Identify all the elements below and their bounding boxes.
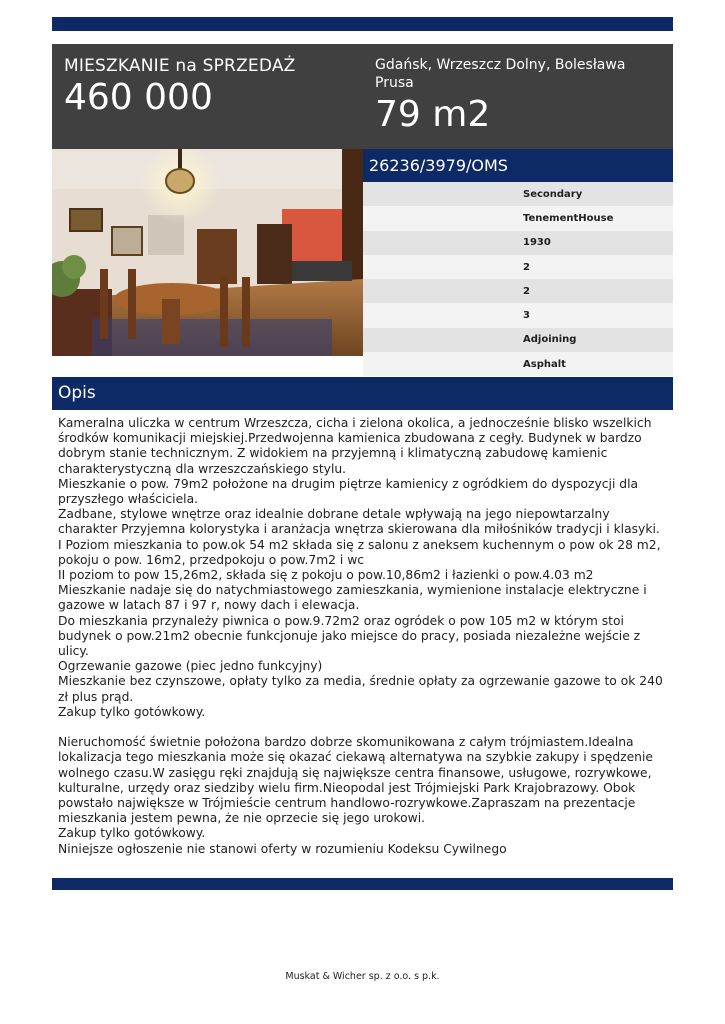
footer-company: Muskat & Wicher sp. z o.o. s p.k. bbox=[285, 971, 440, 982]
listing-area: 79 m2 bbox=[375, 94, 491, 135]
detail-row bbox=[363, 279, 673, 303]
description-paragraph: Zakup tylko gotówkowy. bbox=[58, 826, 206, 841]
listing-header bbox=[52, 44, 673, 149]
description-paragraph: Zadbane, stylowe wnętrze oraz idealnie dobrane detale wpływają na jego niepowtarzalny charakter Przyjemna kolorystyka i aranżacja wnętrza skierowana dla miłośników tradycji i klasyki. bbox=[58, 507, 660, 537]
detail-value: 3 bbox=[523, 310, 530, 322]
detail-row bbox=[363, 328, 673, 352]
paragraph-gap bbox=[58, 720, 670, 735]
description-paragraph: Ogrzewanie gazowe (piec jedno funkcyjny) bbox=[58, 659, 323, 674]
listing-location: Gdańsk, Wrzeszcz Dolny, Bolesława Prusa bbox=[375, 57, 626, 91]
bottom-accent-bar bbox=[52, 878, 673, 890]
description-paragraph: Mieszkanie o pow. 79m2 położone na drugim piętrze kamienicy z ogródkiem do dyspozycji dla przyszłego właściciela. bbox=[58, 476, 639, 507]
detail-row bbox=[363, 255, 673, 279]
description-paragraph: Do mieszkania przynależy piwnica o pow.9.72m2 oraz ogródek o pow 105 m2 w którym stoi budynek o pow.21m2 obecnie funkcjonuje jako miejsce do pracy, posiada niezależne wejście z ulicy. bbox=[58, 613, 641, 659]
description-text bbox=[58, 416, 670, 857]
detail-row bbox=[363, 182, 673, 206]
description-paragraph: Zakup tylko gotówkowy. bbox=[58, 704, 206, 719]
detail-row bbox=[363, 231, 673, 255]
detail-value: 2 bbox=[523, 261, 530, 273]
detail-value: 2 bbox=[523, 285, 530, 297]
details-table bbox=[363, 182, 673, 376]
section-title-description: Opis bbox=[52, 377, 673, 410]
detail-value: Adjoining bbox=[523, 334, 577, 346]
detail-value: Asphalt bbox=[523, 358, 566, 370]
detail-value: TenementHouse bbox=[523, 212, 614, 224]
listing-type: MIESZKANIE na SPRZEDAŻ bbox=[64, 56, 296, 76]
detail-row bbox=[363, 352, 673, 376]
description-paragraph: Nieruchomość świetnie położona bardzo dobrze skomunikowana z całym trójmiastem.Idealna lokalizacja tego mieszkania może się okazać ciekawą alternatywa na szybkie zakupy i spędzenie wolnego czasu.W zasięgu ręki znajdują się największe centra finansowe, usługowe, rozrywkowe, kulturalne, urzędy oraz siedziby wielu firm.Nieopodal jest Trójmiejski Park Krajobrazowy. Obok powstało największe w Trójmieście centrum handlowo-rozrywkowe.Zapraszam na prezentacje mieszkania jestem pewna, że nie oprzecie się jego urokowi. bbox=[58, 735, 653, 826]
listing-price: 460 000 bbox=[64, 77, 213, 118]
property-photo bbox=[52, 149, 363, 356]
top-accent-bar bbox=[52, 17, 673, 31]
description-paragraph: II poziom to pow 15,26m2, składa się z pokoju o pow.10,86m2 i łazienki o pow.4.03 m2 bbox=[58, 568, 594, 583]
description-paragraph: Niniejsze ogłoszenie nie stanowi oferty w rozumieniu Kodeksu Cywilnego bbox=[58, 841, 507, 856]
description-paragraph: Mieszkanie bez czynszowe, opłaty tylko za media, średnie opłaty za ogrzewanie gazowe to ok 240 zł plus prąd. bbox=[58, 674, 663, 704]
detail-row bbox=[363, 303, 673, 327]
detail-row bbox=[363, 206, 673, 230]
description-paragraph: Mieszkanie nadaje się do natychmiastowego zamieszkania, wymienione instalacje elektryczne i gazowe w latach 87 i 97 r, nowy dach i elewacja. bbox=[58, 583, 647, 613]
detail-value: 1930 bbox=[523, 237, 551, 249]
description-paragraph: I Poziom mieszkania to pow.ok 54 m2 składa się z salonu z aneksem kuchennym o pow ok 28 m2, pokoju o pow. 16m2, przedpokoju o pow.7m2 i wc bbox=[58, 537, 661, 567]
reference-number: 26236/3979/OMS bbox=[363, 149, 673, 182]
detail-value: Secondary bbox=[523, 188, 583, 200]
description-paragraph: Kameralna uliczka w centrum Wrzeszcza, cicha i zielona okolica, a jednocześnie blisko wszelkich środków komunikacji miejskiej.Przedwojenna kamienica zbudowana z cegły. Budynek w bardzo dobrym stanie technicznym. Z widokiem na przyjemną i klimatyczną zabudowę kamienic charakterystyczną dla wrzeszczańskiego stylu. bbox=[58, 416, 652, 476]
